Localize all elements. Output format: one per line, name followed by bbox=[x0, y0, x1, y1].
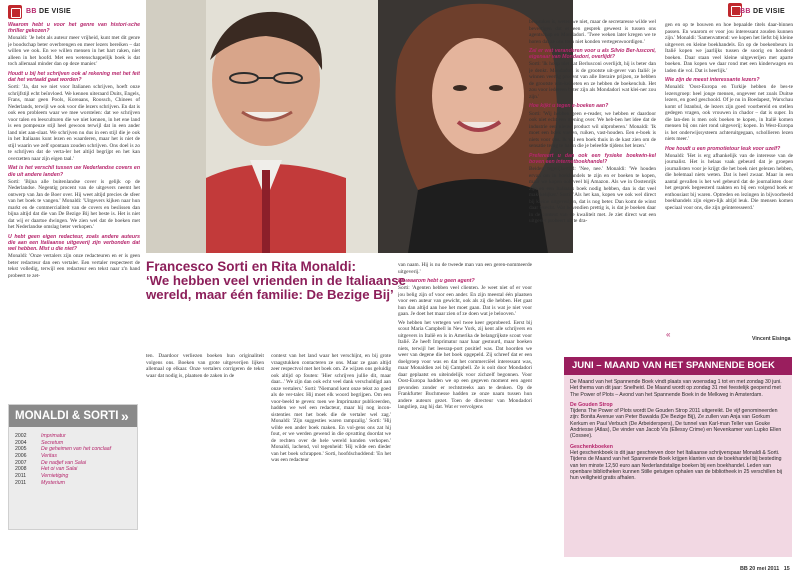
end-mark-icon: « bbox=[666, 330, 671, 339]
bibliography-row bbox=[15, 433, 111, 440]
interview-question: Zal er wat veranderen voor u als Silvio Ber-lusconi, eigenaar van Mondadori, overlijdt? bbox=[529, 48, 656, 61]
bibliography-table bbox=[15, 433, 111, 487]
interview-paragraph: Sorti: 'Ik hoop niet dat Berlusconi overlijdt, hij is beter dan je denkt. Mondadori is de grootste uit-gever van Italië: je winnen veertig procent van alle literaire prijzen, ze hebben de grootste win-kelketen en ze hebben de boekenclub. Het zou voor iedereen beter zijn als Mondadori wat klei-ner zou zijn.' bbox=[529, 61, 656, 100]
geschenkboeken-text: Het geschenkboek is dit jaar geschreven door het Italiaanse schrijverspaar Monaldi & Sorti. Tijdens de Maand van het Spannende Boek krijgen klanten van de boekhandel bij besteding van ten minste 12,50 euro aan Nederlandstalige boeken bij een boekhandel. Leden van openbare bibliotheken kunnen Stille getuigen ophalen van de bibliotheek in 25 verschillen bij hun veiligheid gratis afhalen. bbox=[570, 449, 782, 482]
spannende-boek-box bbox=[564, 357, 792, 557]
interview-paragraph: ten. Daardoor verliezen boeken hun originaliteit volgens ons. Boeken van grote uitgeverijen lijken allemaal op elkaar. Onze vertalers corrigeren de tekst waar dat nodig is, plaatsen de zaken in de bbox=[146, 353, 264, 379]
bibliography-row bbox=[15, 480, 111, 487]
article-column-6 bbox=[665, 22, 793, 326]
interview-paragraph: Monaldi: 'Het is erg afhankelijk van de interesse van de journalist. Het is helaas vaak gebeurd dat je groepen journalisten voor je krijgt die het boek niet gelezen hebben, die helemaal niets weten. Dat is heel zwaar. Maar in een aantal gevallen is het wel gebeurd dat de journalisten door het gesprek begeesterd raakten en bij een volgend boek er enthousiast bij waren. Optreden en lezingen in bijvoorbeeld boekhandels zijn eigen-lijk altijd leuk. Die mensen komen speciaal voor ons, die zijn geïnteresseerd.' bbox=[665, 152, 793, 211]
footer-date: BB 20 mei 2011 bbox=[740, 566, 780, 572]
bibliography-row bbox=[15, 440, 111, 447]
spannende-box-body bbox=[570, 379, 786, 481]
book-title: Imprimatur bbox=[41, 433, 66, 439]
interview-question: Wie zijn de meest interessante lezers? bbox=[665, 77, 760, 83]
interview-paragraph: Monaldi: 'Je hebt als auteur meer vrijheid, kunt met dit genre je boodschap beter overbrengen en meer lezers bereiken – dat willen we ook. En we willen mensen in het hart raken, niet alleen in het hoofd. Met een wetenschappelijk boek is dat toch allemaal minder dan op deze manier.' bbox=[8, 35, 140, 68]
interview-question: Wat is het verschil tussen uw Nederlandse covers en die uit andere landen? bbox=[8, 165, 140, 178]
book-year: 2004 bbox=[15, 439, 27, 446]
bibliography-row bbox=[15, 473, 111, 480]
interview-question: Waarom hebt u voor het genre van histori-sche thriller gekozen? bbox=[8, 22, 140, 35]
interview-paragraph: Sorti: 'Wij hebben geen e-reader, we hebben er daardoor ook niet echt een mening over. We heb-ben het idee dat de industrie een nieuw product wil uitproberen.' Monaldi: 'Ik moet een boek voelen, ruiken, vast-houden. Een e-boek is niets voor ons. Ik wil een boek thuis in de kast zien om de sensatie terug te halen die je beleefde tijdens het lezen.' bbox=[529, 110, 656, 150]
bibliography-row bbox=[15, 460, 111, 467]
chevron-right-icon: » bbox=[121, 408, 129, 424]
section-label-left bbox=[26, 8, 71, 15]
spannende-box-header bbox=[564, 357, 792, 375]
interview-paragraph: besprokes is, weten we niet, maar de secretaresse wilde wel bevestigen dat er een gesprek geweest is tussen ons agentschap en Mondadori. 'Twee weken later kregen we te horen dat ze ons toch niet konden vertegenwoordigen.' bbox=[529, 19, 656, 45]
interview-paragraph: Beiden tegelijkertijd: 'Nee, nee.' Monaldi: 'We houden ervan om in boekhandels te zijn en er boeken te kopen, maar we kopen ook veel bij Amazon. Als we in Oostenrijk zijn en een Italiaans boek nodig hebben, dan is dat veel mak-kelijker.' Sorti: 'Als het kan, kopen we ook wel direct bij kleine uitgeverijen, dat is nog beter. Dan komt de winst daar terecht. Wat bovendien prettig is, is dat je boeken daar in de context van de kwaliteit met. Je ziet direct wat een uitgever probeert uit te dra- bbox=[529, 166, 656, 225]
interview-question: Prefereert u dan ook een fysieke boekwin-kel boven een internetboekhandel? bbox=[529, 152, 656, 165]
headline-authors: Francesco Sorti en Rita Monaldi: bbox=[146, 259, 357, 274]
book-title: Mysterium bbox=[41, 479, 65, 486]
interview-paragraph: Monaldi: 'Onze vertalers zijn onze redacteuren en er is geen beter redacteur dan een vertaler. Een vertaler respecteert de tekst volledig, terwijl een redacteur een tekst naar z'n hand probeert te zet- bbox=[8, 253, 140, 279]
interview-question: Houdt u bij het schrijven ook al rekening met het feit dat het vertaald gaat worden? bbox=[8, 70, 140, 84]
bb-mark-right: BB bbox=[740, 8, 751, 15]
article-column-2 bbox=[146, 353, 264, 391]
section-label-right bbox=[740, 8, 785, 15]
interview-paragraph: Monaldi: 'Oost-Europa en Turkije hebben de bes-te lezersgroep: heel jonge mensen, ongeveer net zoals Duitse lezers, en goed geschoold. Of je nu in Boedapest, Warschau komt of Istanbul, de lezers zijn goed voorbereid en stellen gedegen vragen, ook vrouwen in chador – dat is super. In die lan-den is men ook boeken te kopen, in Italië komen mensen bij ons niet rond uitgeverij; kopen. In West-Europa is het onderwijssysteem achteruitgegaan, schollieren lezen niets meer.' bbox=[665, 84, 793, 143]
interview-paragraph: We hebben het vertegen wel twee keer geprobeerd. Eerst bij scout Maria Campbell in New York, zij kent alle schrijvers en uitgevers in Italië en is in Amerika de belangrijkste scout voor Italië. Ze heeft Imprimatur naar haar gestuurd, maar boeken niets, terwijl het leesrap-port positief was. Dat hoorden we weer van degene die het boek opgepeld. Zij schreef dat er een doelgroep voor was en dat het commerciëel interessant was, maar Monaldien zei bij Campbell. Ze is ooit door Mondadori daar geplaatst en uiteindelijk voor zichzelf begonnen. Voor Oost-Europa hadden we op een gegeven moment een agent gevonden zonder er rechtstreeks aan te denken. Op de Frankfurter Buchmesse hadden ze onze naam tussen hun andere auteurs gezet. Toen de directeur van Mondadori langsliep, zag hij dat. Wat er vervolgens bbox=[398, 319, 532, 411]
author-credit: Vincent Eisinga bbox=[752, 336, 791, 342]
section-text-right: DE VISIE bbox=[752, 8, 785, 15]
bibliography-row bbox=[15, 466, 111, 473]
book-title: Vernietiging bbox=[41, 473, 69, 480]
article-column-3 bbox=[271, 353, 391, 563]
interview-paragraph: Sorti: 'Ja, dat we niet voor Italianen schrijven, hoeft onze schrijfstijl echt beïnvloed. We kennen uiteraard Duits, Engels, Frans, maar geen Pools, Koreaans, Roossch, Chinees of Nederlands, terwijl we ook voor die lezers schrijven. En dat is ook een probleem waar we mee worstelen: dat we schrijven voor talen en leesculturen die we niet kennen, in het ene land is een pompeuze stijl heel gewoon terwijl dat in een ander land niet aan-slaat. We schrijven nu dus in een stijl die je ook in het Italiaans kunt lezen en waarderen, maar het is niet de stijl waarin we zelf spontaan zouden schrijven. Ons doel is zo te schrijven dat de verta-ler het altijd begrijpt en het kan overzetten naar zijn eigen taal.' bbox=[8, 84, 140, 162]
bb-logo-left bbox=[8, 5, 22, 19]
page-footer bbox=[740, 566, 790, 572]
geschenkboeken-heading: Geschenkboeken bbox=[570, 443, 613, 450]
monaldi-sorti-box bbox=[8, 404, 138, 530]
article-column-1 bbox=[8, 19, 140, 408]
book-year: 2002 bbox=[15, 433, 27, 439]
interview-question: En waarom hebt u geen agent? bbox=[398, 278, 475, 284]
interview-paragraph: Sorti: 'Agenten hebben veel clienten. Je weet niet of er voor jou belig zijn of voor een ander. En zijn meestal één plaatsen voor een auteur van gewicht, ook als zij die hebben. Het gaat hun dan altijd aan hoe het moet gaan. Dat is wat je niet voor gaan. Je doet het maar zien of ze doen wat je belooven.' bbox=[398, 285, 532, 318]
spannende-intro: De Maand van het Spannende Boek vindt plaats van woensdag 1 tot en met zondag 30 juni. Het thema van dit jaar: Snelheid. De Maand wordt op zondag 31 mei feestelijk geopend met The Power of Plots – Avond van het Spannende Boek in de Melkweg in Amsterdam. bbox=[570, 379, 782, 398]
interview-question: U hebt geen eigen redacteur, zoals andere auteurs die aan een Italiaanse uitgeverij zijn verbonden dat wel hebben. Mist u die niet? bbox=[8, 233, 140, 253]
section-text-left: DE VISIE bbox=[38, 8, 71, 15]
interview-question: Hoe houdt u een promotietour leuk voor uzelf? bbox=[665, 145, 781, 152]
bb-mark-left: BB bbox=[26, 8, 37, 15]
interview-paragraph: context van het land waar het verschijnt, en bij grote vraagstukken contacteren ze ons. Maar ze gaan altijd zeer respectvol met het boek om. Ze wijzen ons geluidig ook altijd op fouten: 'Hier schrijven jullie dit, maar daar...' We zijn dan ook echt veel dank verschuldigd aan onze vertalers.' Sorti: 'Niemand kent onze tekst zo goed als de ver-taler. Hij moet elk woord begrijpen. Om een voor-beeld te geven: toen we Imprimatur publiceerden, hadden we wel een redacteur, maar hij nog incon-sistenties met het boek die de vertaler wel zag.' Monaldi: 'Zijn suggesties waren rampzalig.' Sorti: 'Hij wilde een ander boek maken. En vol-gens ons zat hij fout, er we werden gewend in die opvatting doordat we de rechten over de hele wereld konden verkopen.' Monaldi, lachend, vol tegenheid: 'Hij wilde een dieder van het boek schrappen.' Sorti, hoofdschuddend: 'En het was een redacteur bbox=[271, 353, 391, 463]
headline-quote: ‘We hebben veel vrienden in de Italiaanse wereld, maar één familie: De Bezige Bij’ bbox=[146, 273, 406, 302]
book-title: Veritas bbox=[41, 453, 57, 460]
portrait-man-illustration bbox=[146, 0, 378, 253]
bibliography-row bbox=[15, 453, 111, 460]
article-column-4 bbox=[398, 262, 532, 562]
book-title: Secretum bbox=[41, 439, 64, 446]
book-title: De nadjef van Salai bbox=[41, 459, 86, 466]
book-year: 2011 bbox=[15, 479, 27, 486]
book-year: 2011 bbox=[15, 473, 27, 480]
article-column-5 bbox=[529, 19, 656, 283]
monaldi-box-title: MONALDI & SORTI bbox=[15, 410, 119, 422]
monaldi-box-header bbox=[9, 405, 137, 427]
book-year: 2007 bbox=[15, 459, 27, 466]
book-year: 2006 bbox=[15, 453, 27, 460]
book-title: Het oi van Salai bbox=[41, 466, 78, 473]
page-number: 15 bbox=[783, 566, 790, 572]
spannende-box-title: JUNI – MAAND VAN HET SPANNENDE BOEK bbox=[572, 360, 775, 371]
article-headline bbox=[146, 260, 408, 302]
interview-paragraph: gen en op te bouwen en hoe bepaalde titels daar-binnen passen. En waarom er voor jou interessant zouden kunnen zijn.' Monaldi: 'Samenvattend: we kopen het liefst bij kleine uitgevers en kleine boekhandels. En op de boekenbeurs in Italië kopen we jaarlijks tussen de soorig en honderd boeken. Daar staan veel kleine uitgeverijen met aparte boeken. Dan kopen we daar rond met een kinderwagen en laden die vol. Dat is heerlijk.' bbox=[665, 22, 793, 74]
interview-paragraph: van naam. Hij is nu de tweede man van een geren-nommeerde uitgeverij.' bbox=[398, 262, 532, 275]
bibliography-row bbox=[15, 446, 111, 453]
interview-question: Hoe kijkt u tegen e-boeken aan? bbox=[529, 103, 609, 110]
book-year: 2005 bbox=[15, 446, 27, 453]
book-title: De geheimen van het conclaaf bbox=[41, 446, 112, 453]
photo-francesco-sorti bbox=[146, 0, 378, 253]
gouden-strop-heading: De Gouden Strop bbox=[570, 401, 613, 408]
interview-paragraph: Sorti: 'Bijna alle buitenlandse cover is gelijk op de Nederlandse. Negentig procent van de uitgevers neemt het ontwerp van Jan de Boer over. Hij weet altijd precies de sfeer van het boek te vangen.' Monaldi: 'Uitgevers kijken naar hun markt en de commercialiteit van de covers en beslissen dan bijna altijd dat die van De Bezige Bij het beste is. Het is niet dat wij er daartoe dwingen. We zien wel dat de boeken met het Nederlandse omslag beter verkopen.' bbox=[8, 178, 140, 231]
gouden-strop-text: Tijdens The Power of Plots wordt De Gouden Strop 2011 uitgereikt. De vijf genomineerden zijn: Bonita Avenue van Peter Buwalda (De Bezige Bij), Ze zullen van Anja van Gorkum Kerkum en Paul Verbuch (De Arbeiderspers), De tunnel van Karl-man Teller van Gouke Andriesse (Atlas), De vinder van Jacob Vis (Ellessy Crime) en Nevenkamer van Lupko Ellen (Cossee). bbox=[570, 408, 782, 440]
book-year: 2008 bbox=[15, 466, 27, 473]
